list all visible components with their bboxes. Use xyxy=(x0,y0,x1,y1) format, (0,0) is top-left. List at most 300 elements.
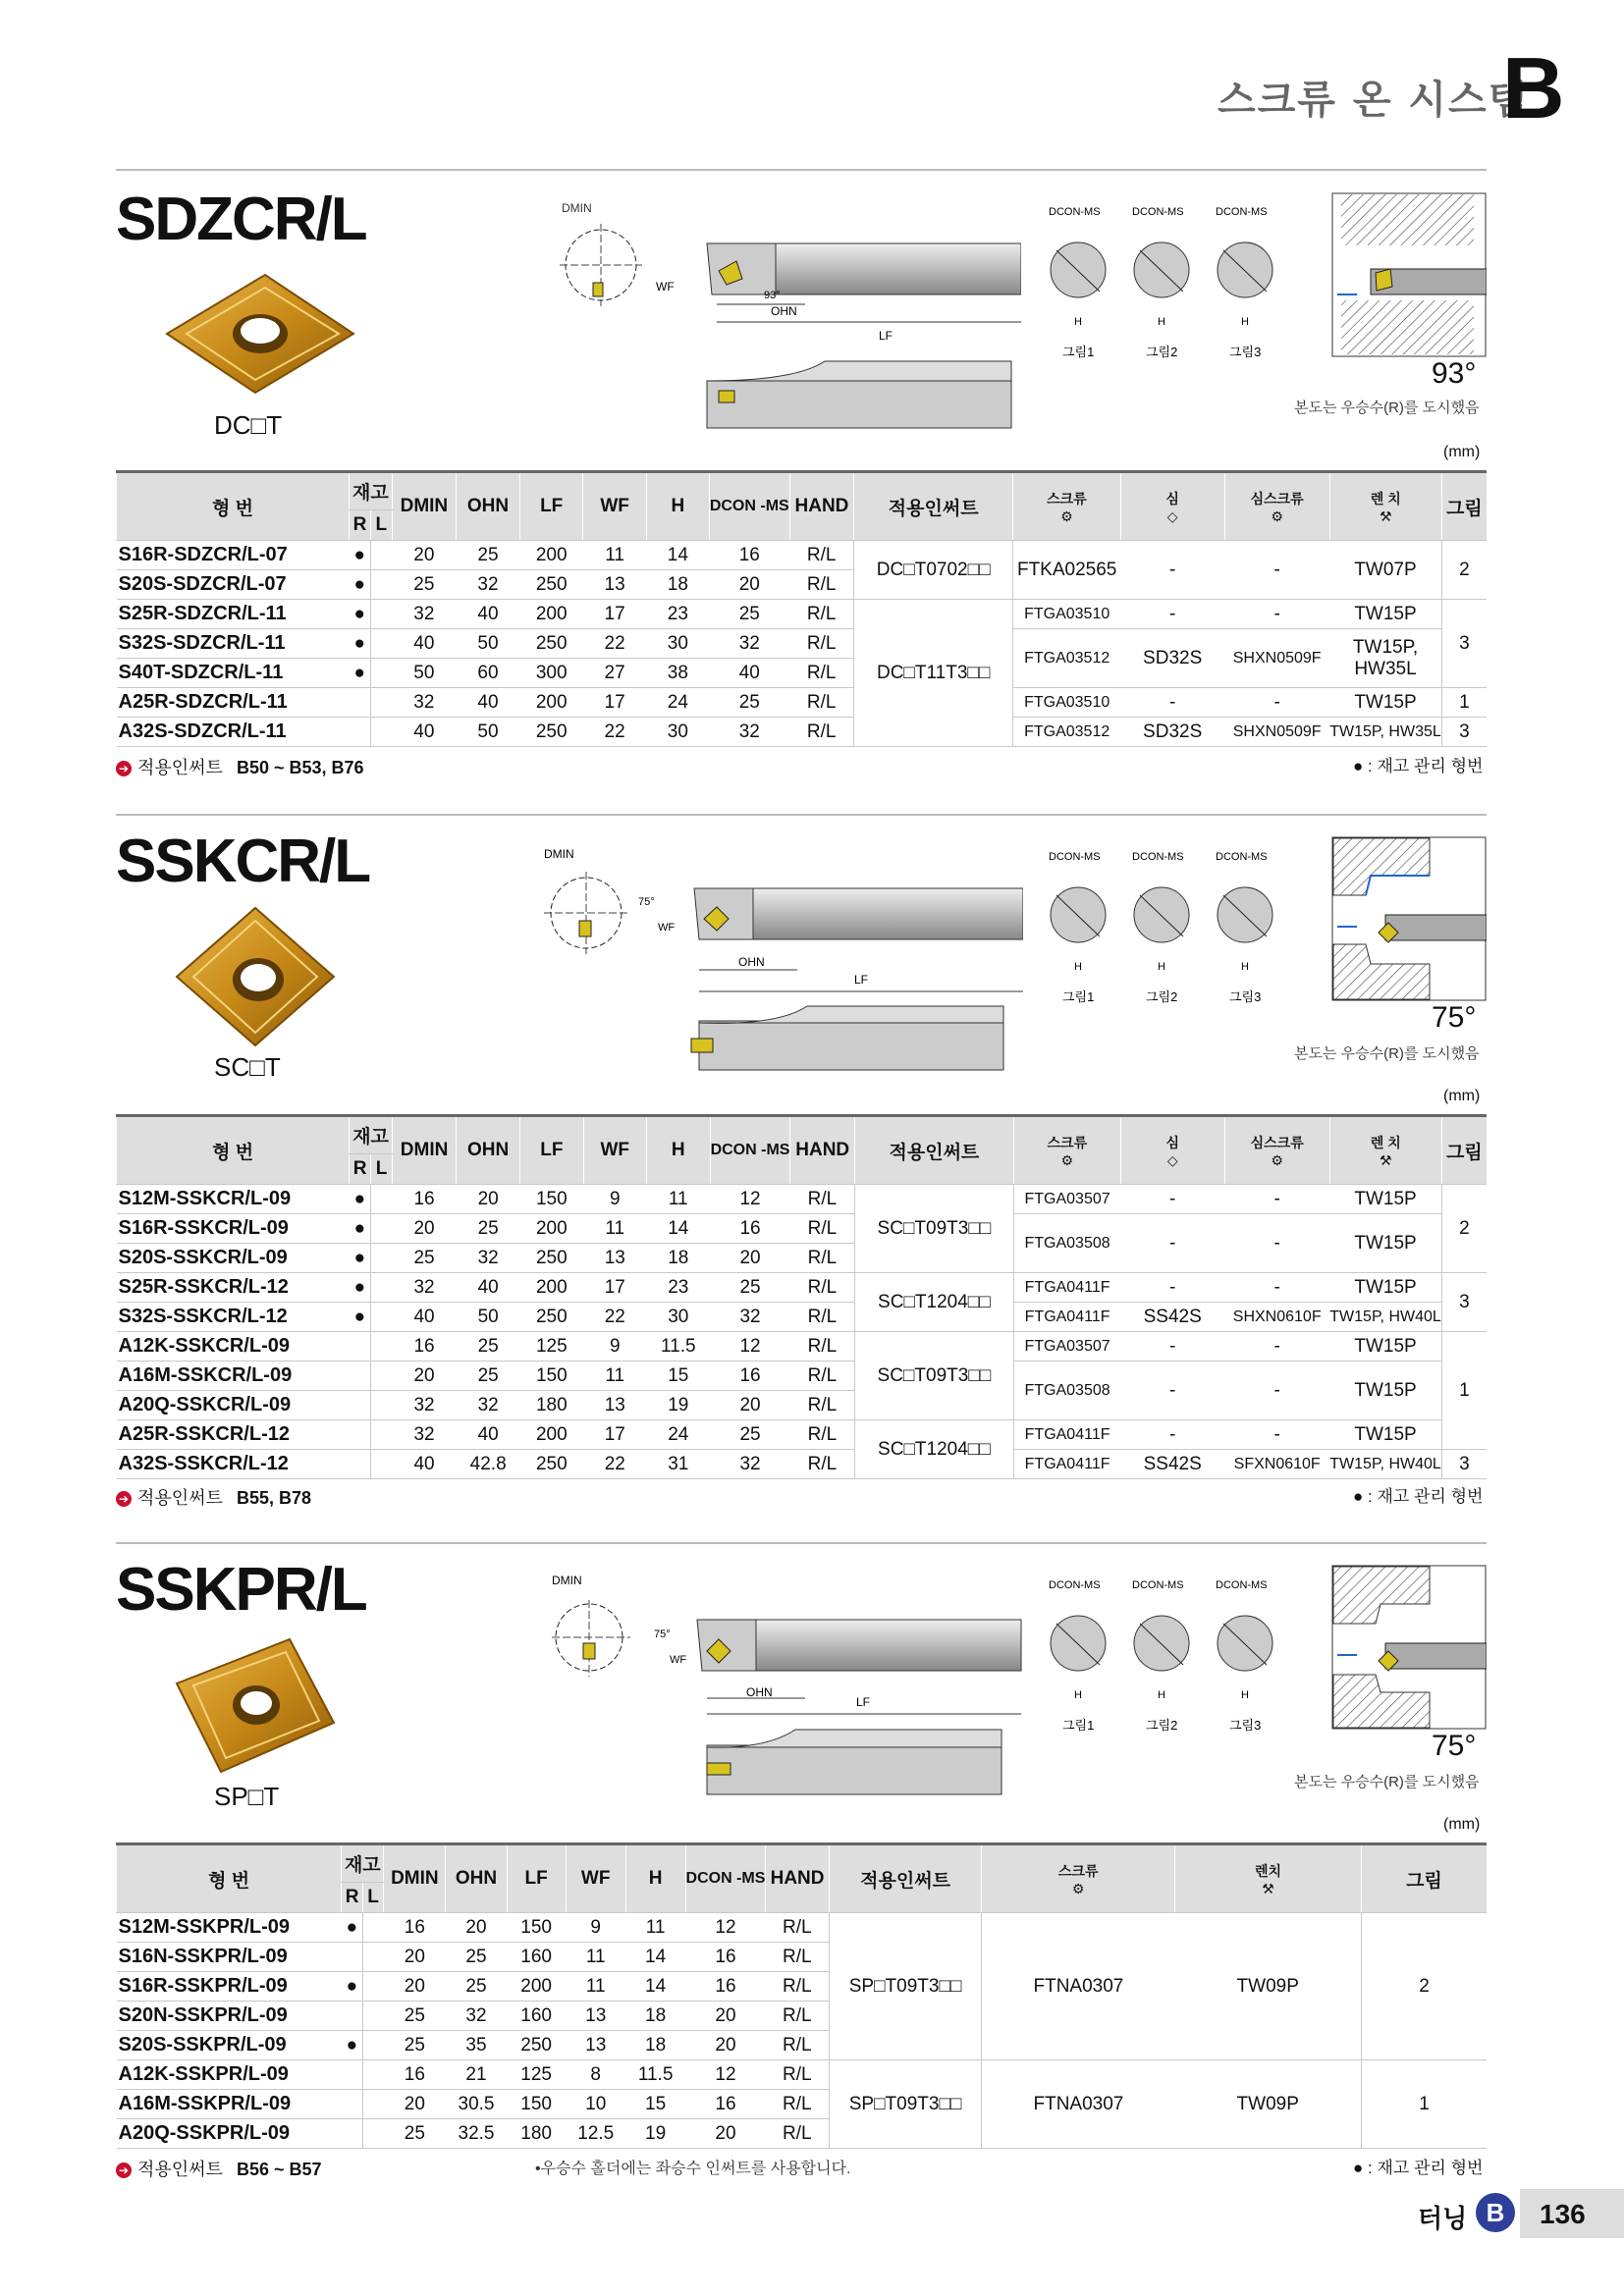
wf-cell: 22 xyxy=(583,1450,646,1479)
figure-label: 그림1 xyxy=(1062,345,1095,359)
col-wf: WF xyxy=(583,472,646,541)
cutting-angle: 75° xyxy=(1432,1730,1477,1762)
shim-screw-cell: SHXN0509F xyxy=(1224,718,1329,747)
stock-r: ● xyxy=(350,1185,371,1214)
col-figure: 그림 xyxy=(1441,472,1487,541)
dcon-cell: 20 xyxy=(709,570,789,600)
insert-cell: SC□T09T3□□ xyxy=(854,1332,1013,1420)
wf-cell: 22 xyxy=(583,718,646,747)
lf-cell: 250 xyxy=(519,718,582,747)
stock-r xyxy=(350,688,371,718)
dmin-cell: 20 xyxy=(384,1972,446,2002)
dcon-cell: 16 xyxy=(710,1362,790,1391)
col-ohn: OHN xyxy=(457,472,520,541)
screw-cell: FTGA03508 xyxy=(1013,1362,1120,1420)
tool-drawing xyxy=(542,844,1023,1080)
stock-r: ● xyxy=(350,1214,371,1244)
hand-cell: R/L xyxy=(790,1332,855,1362)
lf-cell: 300 xyxy=(519,659,582,688)
shim-screw-cell: - xyxy=(1224,1214,1329,1273)
wf-cell: 9 xyxy=(583,1332,646,1362)
insert-photo xyxy=(157,270,363,398)
wrench-icon: ⚒ xyxy=(1379,507,1392,524)
page-number: 136 xyxy=(1540,2199,1586,2229)
part-number: S32S-SSKCR/L-12 xyxy=(117,1303,350,1332)
h-cell: 14 xyxy=(646,541,709,570)
wrench-cell: TW15P xyxy=(1329,1273,1441,1303)
wrench-cell: TW15P, HW40L xyxy=(1329,1450,1441,1479)
wrench-cell: TW15P xyxy=(1329,1362,1441,1420)
col-model: 형 번 xyxy=(117,1116,350,1185)
figure-label: 그림3 xyxy=(1229,1718,1262,1733)
wf-label: WF xyxy=(670,1654,687,1666)
insert-ref-label: 적용인써트 xyxy=(137,1488,223,1508)
shim-icon: ◇ xyxy=(1166,1151,1178,1168)
shim-screw-icon: ⚙ xyxy=(1271,507,1283,524)
dcon-label: DCON-MS xyxy=(1132,1579,1184,1591)
part-number: A25R-SDZCR/L-11 xyxy=(117,688,350,718)
col-wf: WF xyxy=(566,1844,625,1913)
spec-table xyxy=(116,470,1487,747)
machining-view xyxy=(1331,836,1487,1001)
col-wrench-label: 렌 치 xyxy=(1370,1134,1401,1150)
col-screw-label: 스크류 xyxy=(1057,1862,1099,1879)
lf-cell: 250 xyxy=(520,1450,583,1479)
wrench-cell: TW15P, HW40L xyxy=(1329,1303,1441,1332)
col-h: H xyxy=(646,472,709,541)
lf-cell: 125 xyxy=(520,1332,583,1362)
dmin-cell: 16 xyxy=(384,2060,446,2090)
insert-cell: SP□T09T3□□ xyxy=(829,1913,982,2060)
screw-cell: FTGA03510 xyxy=(1013,688,1121,718)
col-lf: LF xyxy=(507,1844,566,1913)
part-number: A25R-SSKCR/L-12 xyxy=(117,1420,350,1450)
dmin-cell: 50 xyxy=(392,659,456,688)
shim-screw-cell: - xyxy=(1224,1420,1329,1450)
col-dcon: DCON -MS xyxy=(709,472,789,541)
h-cell: 30 xyxy=(646,1303,710,1332)
screw-cell: FTNA0307 xyxy=(982,2060,1175,2149)
ohn-cell: 50 xyxy=(457,1303,520,1332)
col-model: 형 번 xyxy=(117,472,350,541)
screw-cell: FTGA03508 xyxy=(1013,1214,1120,1273)
h-cell: 14 xyxy=(646,1214,710,1244)
stock-r xyxy=(342,1943,363,1972)
col-shim-screw xyxy=(1224,472,1329,541)
wrench-cell: TW09P xyxy=(1174,1913,1361,2060)
screw-cell: FTNA0307 xyxy=(982,1913,1175,2060)
wf-cell: 27 xyxy=(583,659,646,688)
dmin-cell: 25 xyxy=(384,2002,446,2031)
hand-cell: R/L xyxy=(790,1273,855,1303)
figure-cell: 2 xyxy=(1441,1185,1487,1273)
ohn-cell: 25 xyxy=(457,1332,520,1362)
dcon-cell: 25 xyxy=(710,1420,790,1450)
insert-cell: SP□T09T3□□ xyxy=(829,2060,982,2149)
part-number: A16M-SSKPR/L-09 xyxy=(117,2090,342,2119)
dmin-cell: 40 xyxy=(392,1450,456,1479)
ohn-cell: 50 xyxy=(457,629,520,659)
stock-r: ● xyxy=(350,570,371,600)
col-shim xyxy=(1120,1116,1224,1185)
stock-r xyxy=(342,2060,363,2090)
stock-r xyxy=(350,1332,371,1362)
h-cell: 15 xyxy=(646,1362,710,1391)
figure-sections xyxy=(1039,201,1284,368)
col-figure: 그림 xyxy=(1441,1116,1487,1185)
insert-photo xyxy=(172,903,339,1050)
figure-label: 그림2 xyxy=(1146,1718,1178,1733)
dmin-cell: 16 xyxy=(384,1913,446,1943)
dcon-label: DCON-MS xyxy=(1216,1579,1268,1591)
hand-cell: R/L xyxy=(789,570,854,600)
dcon-label: DCON-MS xyxy=(1049,1579,1101,1591)
lf-cell: 200 xyxy=(520,1420,583,1450)
dmin-cell: 16 xyxy=(392,1332,456,1362)
hand-cell: R/L xyxy=(766,2119,829,2149)
lf-cell: 200 xyxy=(519,541,582,570)
shim-screw-cell: SHXN0610F xyxy=(1224,1303,1329,1332)
col-screw xyxy=(1013,472,1121,541)
hand-cell: R/L xyxy=(790,1244,855,1273)
col-wf: WF xyxy=(583,1116,646,1185)
ohn-cell: 60 xyxy=(457,659,520,688)
section-divider xyxy=(116,814,1487,816)
dcon-cell: 25 xyxy=(709,600,789,629)
lf-label: LF xyxy=(854,973,869,987)
h-label: H xyxy=(1241,1689,1249,1701)
spec-table xyxy=(116,1842,1487,2149)
insert-cell: SC□T1204□□ xyxy=(854,1273,1013,1332)
ohn-cell: 21 xyxy=(446,2060,507,2090)
dcon-cell: 40 xyxy=(709,659,789,688)
shim-cell: SD32S xyxy=(1120,718,1224,747)
lf-cell: 250 xyxy=(520,1303,583,1332)
section-title: 스크류 온 시스템 xyxy=(1218,78,1529,123)
col-h: H xyxy=(646,1116,710,1185)
col-shim-screw xyxy=(1224,1116,1329,1185)
ohn-cell: 40 xyxy=(457,688,520,718)
hand-cell: R/L xyxy=(790,1420,855,1450)
hand-cell: R/L xyxy=(789,600,854,629)
insert-cell: DC□T0702□□ xyxy=(854,541,1013,600)
part-number: A12K-SSKPR/L-09 xyxy=(117,2060,342,2090)
col-shim-label: 심 xyxy=(1165,1134,1179,1150)
lf-label: LF xyxy=(856,1695,871,1709)
h-cell: 23 xyxy=(646,600,709,629)
stock-r: ● xyxy=(350,1303,371,1332)
wf-label: WF xyxy=(658,922,676,934)
h-label: H xyxy=(1241,316,1249,328)
shim-screw-cell: SHXN0509F xyxy=(1224,629,1329,688)
shim-cell: - xyxy=(1120,1420,1224,1450)
insert-cell: DC□T11T3□□ xyxy=(854,600,1013,747)
insert-ref-pages: B56 ~ B57 xyxy=(236,2160,322,2179)
lf-cell: 250 xyxy=(507,2031,566,2060)
hand-cell: R/L xyxy=(789,659,854,688)
h-label: H xyxy=(1158,1689,1165,1701)
dcon-cell: 32 xyxy=(709,718,789,747)
unit-label: (mm) xyxy=(1443,1088,1481,1104)
wf-label: WF xyxy=(656,280,675,294)
figure-label: 그림2 xyxy=(1146,345,1178,359)
stock-r: ● xyxy=(350,1244,371,1273)
stock-r: ● xyxy=(350,541,371,570)
figure-cell: 3 xyxy=(1441,1273,1487,1332)
wrench-icon: ⚒ xyxy=(1262,1880,1274,1896)
model-title: SSKPR/L xyxy=(116,1556,366,1624)
hand-cell: R/L xyxy=(766,2031,829,2060)
tool-drawing xyxy=(550,194,1021,440)
wrench-cell: TW15P xyxy=(1329,1420,1441,1450)
wf-cell: 13 xyxy=(583,1391,646,1420)
col-insert: 적용인써트 xyxy=(829,1844,982,1913)
dmin-label: DMIN xyxy=(562,201,592,215)
dmin-cell: 20 xyxy=(384,2090,446,2119)
dmin-cell: 32 xyxy=(392,600,456,629)
wf-cell: 13 xyxy=(566,2002,625,2031)
shim-screw-cell: SFXN0610F xyxy=(1224,1450,1329,1479)
wf-cell: 17 xyxy=(583,1273,646,1303)
screw-icon: ⚙ xyxy=(1060,507,1073,524)
dcon-cell: 32 xyxy=(710,1450,790,1479)
col-wrench xyxy=(1174,1844,1361,1913)
part-number: A16M-SSKCR/L-09 xyxy=(117,1362,350,1391)
ohn-cell: 35 xyxy=(446,2031,507,2060)
figure-cell: 1 xyxy=(1441,688,1487,718)
col-l: L xyxy=(362,1883,383,1913)
part-number: A32S-SSKCR/L-12 xyxy=(117,1450,350,1479)
stock-r xyxy=(342,2119,363,2149)
col-dmin: DMIN xyxy=(392,472,456,541)
hand-cell: R/L xyxy=(790,1214,855,1244)
section-letter: B xyxy=(1502,39,1565,136)
figure-cell: 3 xyxy=(1441,718,1487,747)
shim-screw-cell: - xyxy=(1224,688,1329,718)
shim-screw-icon: ⚙ xyxy=(1271,1151,1283,1168)
dmin-cell: 32 xyxy=(392,688,456,718)
angle-tag: 93° xyxy=(764,290,781,301)
stock-r xyxy=(350,1420,371,1450)
lf-cell: 150 xyxy=(507,2090,566,2119)
ohn-cell: 32 xyxy=(457,1244,520,1273)
h-label: H xyxy=(1158,316,1165,328)
wf-cell: 17 xyxy=(583,1420,646,1450)
stock-r xyxy=(342,2090,363,2119)
part-number: A32S-SDZCR/L-11 xyxy=(117,718,350,747)
col-r: R xyxy=(350,1154,371,1185)
wf-cell: 12.5 xyxy=(566,2119,625,2149)
col-screw xyxy=(1013,1116,1120,1185)
wf-cell: 13 xyxy=(583,570,646,600)
ohn-cell: 40 xyxy=(457,1420,520,1450)
dmin-cell: 25 xyxy=(384,2031,446,2060)
col-dmin: DMIN xyxy=(384,1844,446,1913)
wf-cell: 17 xyxy=(583,688,646,718)
lf-cell: 180 xyxy=(520,1391,583,1420)
hand-cell: R/L xyxy=(790,1362,855,1391)
wf-cell: 13 xyxy=(583,1244,646,1273)
lf-cell: 150 xyxy=(507,1913,566,1943)
wrench-cell: TW15P xyxy=(1329,1332,1441,1362)
dcon-cell: 20 xyxy=(685,2119,766,2149)
dcon-cell: 20 xyxy=(710,1244,790,1273)
wf-cell: 13 xyxy=(566,2031,625,2060)
h-cell: 18 xyxy=(625,2002,685,2031)
dcon-label: DCON-MS xyxy=(1216,206,1268,218)
dmin-cell: 20 xyxy=(392,541,456,570)
part-number: A12K-SSKCR/L-09 xyxy=(117,1332,350,1362)
stock-r xyxy=(342,2002,363,2031)
dmin-cell: 20 xyxy=(392,1214,456,1244)
dcon-cell: 20 xyxy=(710,1391,790,1420)
col-stock: 재고 xyxy=(342,1844,384,1883)
shim-cell: SS42S xyxy=(1120,1450,1224,1479)
insert-shape-label: DC□T xyxy=(214,410,283,440)
lf-cell: 200 xyxy=(519,600,582,629)
arrow-icon: ➔ xyxy=(116,2163,132,2178)
wrench-cell: TW15P xyxy=(1329,688,1441,718)
shim-screw-cell: - xyxy=(1224,1273,1329,1303)
screw-cell: FTGA03512 xyxy=(1013,629,1121,688)
h-cell: 19 xyxy=(646,1391,710,1420)
hand-cell: R/L xyxy=(789,541,854,570)
shim-cell: - xyxy=(1120,1214,1224,1273)
col-dmin: DMIN xyxy=(392,1116,456,1185)
shim-cell: - xyxy=(1120,1273,1224,1303)
h-cell: 14 xyxy=(625,1972,685,2002)
insert-reference xyxy=(116,754,364,779)
dmin-cell: 40 xyxy=(392,629,456,659)
h-cell: 15 xyxy=(625,2090,685,2119)
shim-cell: - xyxy=(1120,1362,1224,1420)
col-hand: HAND xyxy=(789,472,854,541)
figure-sections xyxy=(1039,846,1284,1013)
hand-cell: R/L xyxy=(789,718,854,747)
col-h: H xyxy=(625,1844,685,1913)
part-number: S25R-SDZCR/L-11 xyxy=(117,600,350,629)
angle-note: 본도는 우승수(R)를 도시했음 xyxy=(1294,400,1480,416)
dcon-cell: 12 xyxy=(710,1185,790,1214)
insert-cell: SC□T09T3□□ xyxy=(854,1185,1013,1273)
h-cell: 18 xyxy=(646,570,709,600)
insert-ref-label: 적용인써트 xyxy=(137,2160,223,2179)
screw-cell: FTGA0411F xyxy=(1013,1303,1120,1332)
part-number: S12M-SSKPR/L-09 xyxy=(117,1913,342,1943)
wrench-cell: TW15P, HW35L xyxy=(1329,718,1441,747)
hand-cell: R/L xyxy=(766,1943,829,1972)
ohn-cell: 20 xyxy=(457,1185,520,1214)
dcon-cell: 25 xyxy=(709,688,789,718)
wf-cell: 11 xyxy=(583,541,646,570)
dcon-cell: 12 xyxy=(685,2060,766,2090)
unit-label: (mm) xyxy=(1443,444,1481,460)
shim-cell: SS42S xyxy=(1120,1303,1224,1332)
dcon-cell: 16 xyxy=(685,1972,766,2002)
part-number: S20S-SDZCR/L-07 xyxy=(117,570,350,600)
part-number: S16R-SSKPR/L-09 xyxy=(117,1972,342,2002)
lf-cell: 160 xyxy=(507,1943,566,1972)
wrench-cell: TW15P xyxy=(1329,600,1441,629)
stock-r xyxy=(350,718,371,747)
stock-r: ● xyxy=(342,1913,363,1943)
shim-icon: ◇ xyxy=(1166,507,1178,524)
part-number: S20S-SSKPR/L-09 xyxy=(117,2031,342,2060)
lf-cell: 250 xyxy=(519,629,582,659)
stock-r: ● xyxy=(350,1273,371,1303)
col-wrench xyxy=(1329,472,1441,541)
figure-cell: 1 xyxy=(1361,2060,1487,2149)
cutting-angle: 93° xyxy=(1432,357,1477,390)
wf-cell: 22 xyxy=(583,629,646,659)
col-l: L xyxy=(371,1154,393,1185)
h-label: H xyxy=(1241,961,1249,973)
part-number: S32S-SDZCR/L-11 xyxy=(117,629,350,659)
wrench-cell: TW15P, HW35L xyxy=(1329,629,1441,688)
angle-note: 본도는 우승수(R)를 도시했음 xyxy=(1294,1774,1480,1790)
h-cell: 11.5 xyxy=(625,2060,685,2090)
h-label: H xyxy=(1074,961,1082,973)
col-ohn: OHN xyxy=(457,1116,520,1185)
col-stock: 재고 xyxy=(350,1116,393,1154)
dcon-cell: 12 xyxy=(685,1913,766,1943)
ohn-cell: 25 xyxy=(457,1214,520,1244)
screw-cell: FTGA0411F xyxy=(1013,1273,1120,1303)
part-number: S16R-SDZCR/L-07 xyxy=(117,541,350,570)
figure-cell: 2 xyxy=(1361,1913,1487,2060)
dcon-cell: 16 xyxy=(685,2090,766,2119)
figure-label: 그림1 xyxy=(1062,1718,1095,1733)
arrow-icon: ➔ xyxy=(116,761,132,776)
shim-screw-cell: - xyxy=(1224,1362,1329,1420)
col-screw-label: 스크류 xyxy=(1047,490,1087,507)
hand-cell: R/L xyxy=(766,1913,829,1943)
stock-r: ● xyxy=(342,1972,363,2002)
insert-shape-label: SP□T xyxy=(214,1782,280,1811)
insert-ref-label: 적용인써트 xyxy=(137,758,223,777)
screw-cell: FTGA0411F xyxy=(1013,1420,1120,1450)
ohn-cell: 25 xyxy=(446,1943,507,1972)
col-shim-screw-label: 심스크류 xyxy=(1250,1134,1304,1150)
dmin-cell: 40 xyxy=(392,718,456,747)
ohn-cell: 25 xyxy=(446,1972,507,2002)
lf-cell: 125 xyxy=(507,2060,566,2090)
h-cell: 18 xyxy=(625,2031,685,2060)
model-title: SDZCR/L xyxy=(116,186,366,253)
screw-icon: ⚙ xyxy=(1060,1151,1074,1168)
wrench-cell: TW07P xyxy=(1329,541,1441,600)
hand-cell: R/L xyxy=(790,1303,855,1332)
shim-cell: - xyxy=(1120,1185,1224,1214)
col-dcon: DCON -MS xyxy=(685,1844,766,1913)
shim-cell: SD32S xyxy=(1120,629,1224,688)
dmin-cell: 25 xyxy=(392,1244,456,1273)
col-dcon: DCON -MS xyxy=(710,1116,790,1185)
dcon-label: DCON-MS xyxy=(1132,851,1184,863)
ohn-cell: 32 xyxy=(446,2002,507,2031)
dmin-cell: 25 xyxy=(384,2119,446,2149)
col-ohn: OHN xyxy=(446,1844,507,1913)
ohn-cell: 40 xyxy=(457,600,520,629)
col-insert: 적용인써트 xyxy=(854,1116,1013,1185)
shim-cell: - xyxy=(1120,688,1224,718)
figure-label: 그림1 xyxy=(1062,989,1095,1004)
wrench-cell: TW09P xyxy=(1174,2060,1361,2149)
dcon-cell: 25 xyxy=(710,1273,790,1303)
dmin-cell: 32 xyxy=(392,1273,456,1303)
screw-cell: FTGA03510 xyxy=(1013,600,1121,629)
h-cell: 24 xyxy=(646,1420,710,1450)
